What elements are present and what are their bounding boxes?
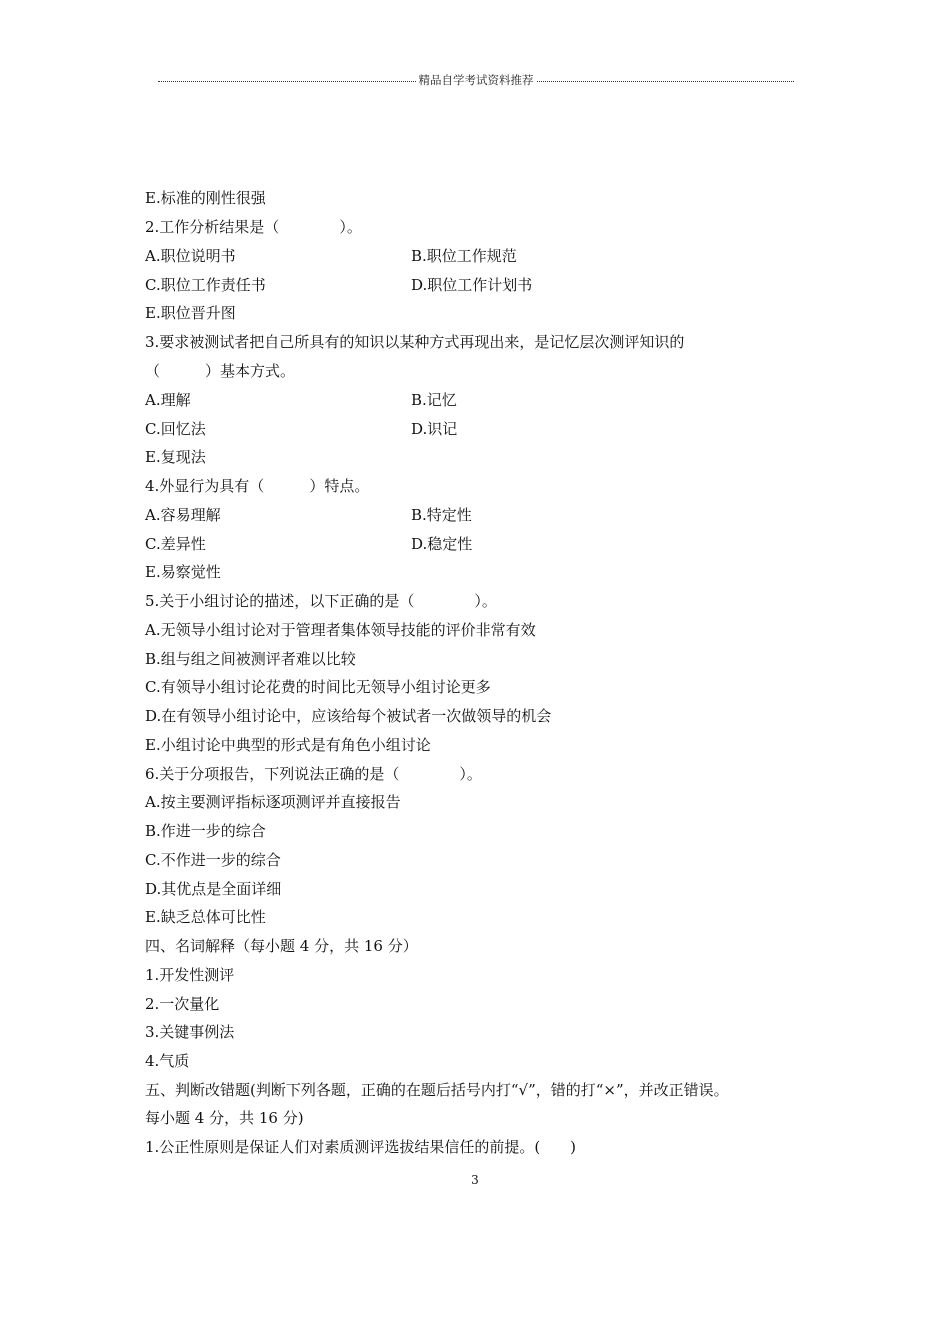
option-2a: A.职位说明书	[145, 247, 236, 265]
question-4: 4.外显行为具有（ ）特点。	[145, 477, 370, 495]
question-5: 5.关于小组讨论的描述，以下正确的是（ ）。	[145, 592, 497, 610]
section-heading-4: 四、名词解释（每小题 4 分，共 16 分）	[145, 937, 418, 955]
option-4c: C.差异性	[145, 535, 206, 553]
option-3a: A.理解	[145, 391, 191, 409]
option-5d: D.在有领导小组讨论中，应该给每个被试者一次做领导的机会	[145, 707, 552, 725]
header-dots-right	[537, 81, 795, 82]
header-dots-left	[158, 81, 416, 82]
option-6b: B.作进一步的综合	[145, 822, 266, 840]
question-6: 6.关于分项报告，下列说法正确的是（ ）。	[145, 765, 482, 783]
header-text: 精品自学考试资料推荐	[418, 73, 534, 87]
option-6c: C.不作进一步的综合	[145, 851, 281, 869]
text-line: E.标准的刚性很强	[145, 189, 266, 207]
section-heading-5-cont: 每小题 4 分，共 16 分)	[145, 1109, 304, 1127]
option-2c: C.职位工作责任书	[145, 276, 266, 294]
option-4b: B.特定性	[411, 506, 472, 524]
option-3b: B.记忆	[411, 391, 457, 409]
term-2: 2.一次量化	[145, 995, 220, 1013]
option-4d: D.稳定性	[411, 535, 473, 553]
option-2e: E.职位晋升图	[145, 304, 236, 322]
option-2d: D.职位工作计划书	[411, 276, 533, 294]
option-5a: A.无领导小组讨论对于管理者集体领导技能的评价非常有效	[145, 621, 536, 639]
question-3: 3.要求被测试者把自己所具有的知识以某种方式再现出来，是记忆层次测评知识的	[145, 333, 685, 351]
option-6a: A.按主要测评指标逐项测评并直接报告	[145, 793, 401, 811]
option-5e: E.小组讨论中典型的形式是有角色小组讨论	[145, 736, 431, 754]
option-3c: C.回忆法	[145, 420, 206, 438]
question-3-cont: （ ）基本方式。	[145, 362, 296, 380]
page-number: 3	[471, 1173, 479, 1187]
option-6e: E.缺乏总体可比性	[145, 908, 266, 926]
option-4a: A.容易理解	[145, 506, 221, 524]
option-3d: D.识记	[411, 420, 458, 438]
option-6d: D.其优点是全面详细	[145, 880, 282, 898]
running-header	[158, 71, 794, 89]
option-4e: E.易察觉性	[145, 563, 221, 581]
term-1: 1.开发性测评	[145, 966, 235, 984]
term-3: 3.关键事例法	[145, 1023, 235, 1041]
section-heading-5: 五、判断改错题(判断下列各题，正确的在题后括号内打“√”，错的打“×”，并改正错误。	[145, 1081, 729, 1099]
judgement-1: 1.公正性原则是保证人们对素质测评选拔结果信任的前提。( )	[145, 1138, 577, 1156]
term-4: 4.气质	[145, 1052, 190, 1070]
option-2b: B.职位工作规范	[411, 247, 517, 265]
option-5b: B.组与组之间被测评者难以比较	[145, 650, 356, 668]
option-3e: E.复现法	[145, 448, 206, 466]
option-5c: C.有领导小组讨论花费的时间比无领导小组讨论更多	[145, 678, 491, 696]
question-2: 2.工作分析结果是（ ）。	[145, 218, 362, 236]
